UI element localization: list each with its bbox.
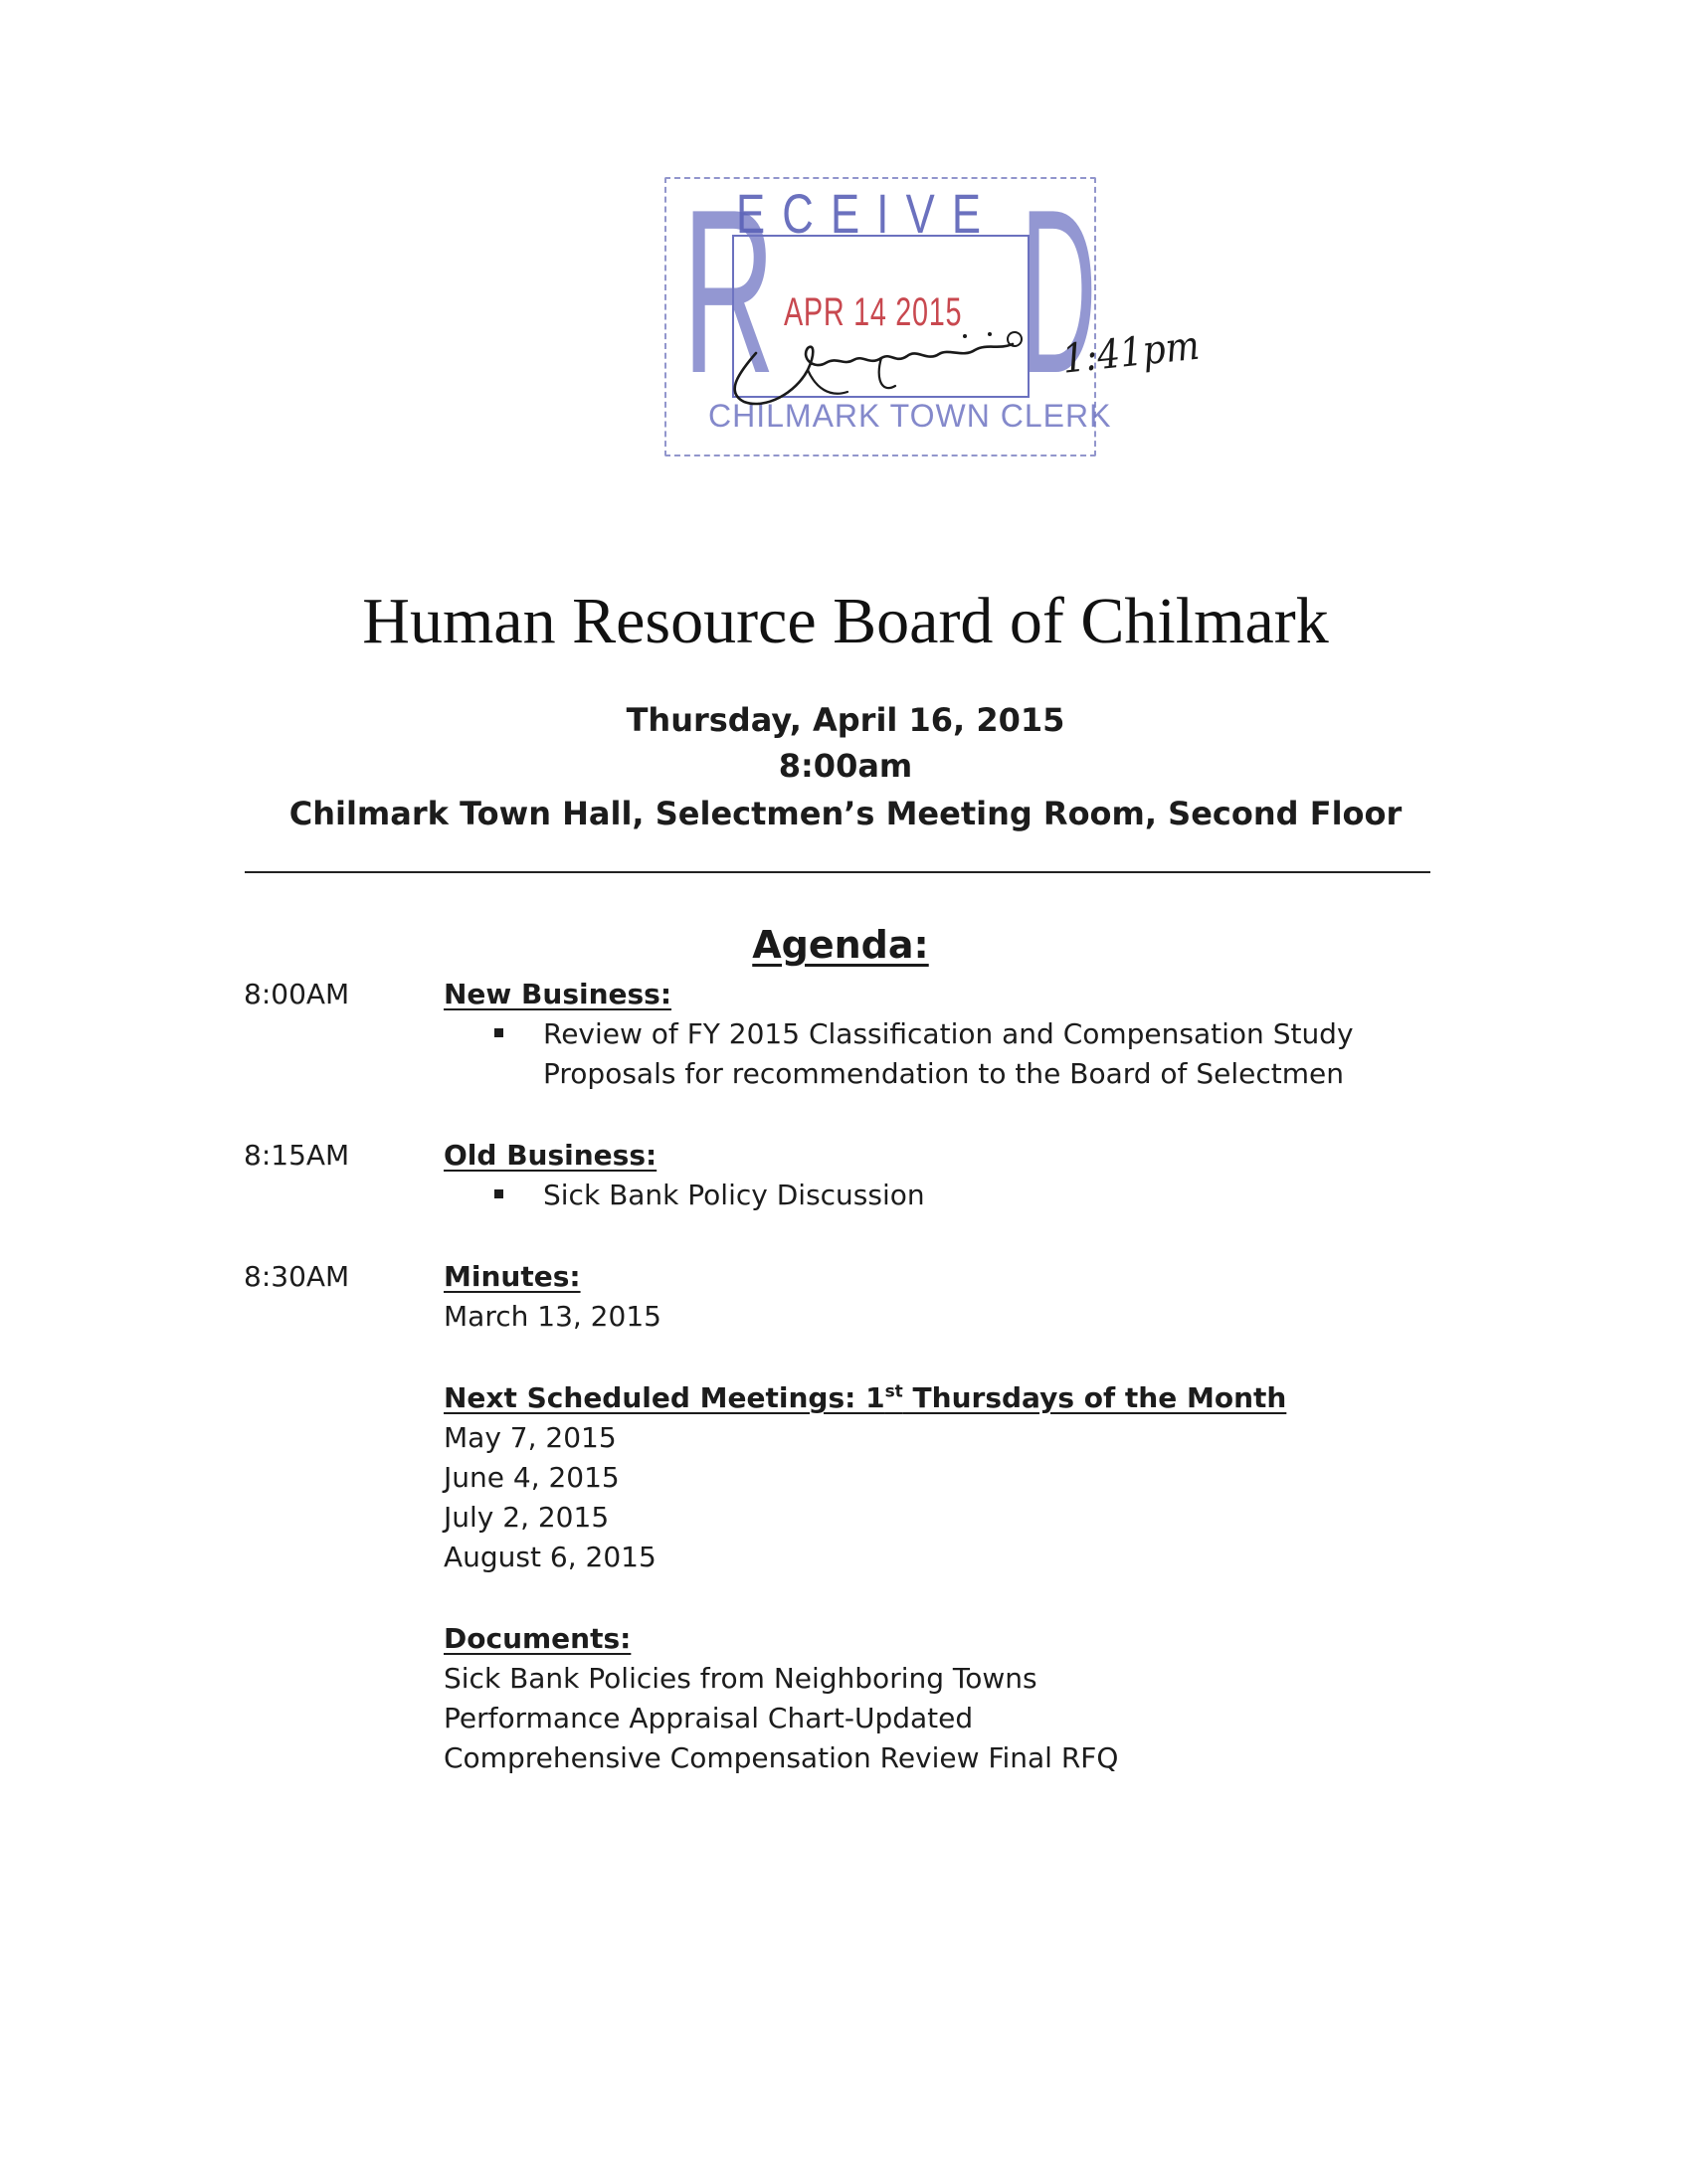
agenda-time-3: 8:30AM [244,1260,350,1293]
section-title-minutes: Minutes: [444,1260,581,1293]
stamp-letter-r: R [682,160,777,422]
list-item: March 13, 2015 [444,1300,661,1333]
meeting-date: Thursday, April 16, 2015 [626,701,1065,739]
section-title-next-meetings: Next Scheduled Meetings: 1st Thursdays of the Month [444,1381,1287,1414]
stamp-received-word: ECEIVE [736,182,999,245]
bullet-icon [494,1028,503,1037]
list-item: Sick Bank Policy Discussion [543,1179,925,1211]
section-title-old-business: Old Business: [444,1139,658,1172]
list-item: May 7, 2015 [444,1421,617,1454]
agenda-time-2: 8:15AM [244,1139,350,1172]
received-stamp [0,0,1691,477]
list-item: Sick Bank Policies from Neighboring Towns [444,1662,1037,1695]
list-item: July 2, 2015 [444,1501,610,1534]
list-item: Review of FY 2015 Classification and Compensation Study [543,1017,1354,1050]
list-item: Comprehensive Compensation Review Final RFQ [444,1741,1119,1774]
stamp-letter-d: D [1021,160,1098,422]
list-item: June 4, 2015 [444,1461,620,1494]
agenda-heading: Agenda: [752,923,929,967]
meeting-time: 8:00am [778,747,913,785]
stamp-time-note: 1:41pm [1059,322,1202,383]
stamp-office: CHILMARK TOWN CLERK [708,398,1112,434]
list-item: Performance Appraisal Chart-Updated [444,1702,974,1734]
section-title-new-business: New Business: [444,978,672,1010]
section-title-documents: Documents: [444,1622,632,1655]
page-title: Human Resource Board of Chilmark [362,585,1329,657]
meeting-location: Chilmark Town Hall, Selectmen’s Meeting Room, Second Floor [288,795,1403,832]
clerk-signature-icon [0,0,1691,477]
stamp-date: APR 14 2015 [784,290,963,334]
bullet-icon [494,1189,503,1198]
agenda-time-1: 8:00AM [244,978,350,1010]
divider [245,871,1430,873]
list-item: Proposals for recommendation to the Board of Selectmen [543,1057,1344,1090]
list-item: August 6, 2015 [444,1541,657,1573]
